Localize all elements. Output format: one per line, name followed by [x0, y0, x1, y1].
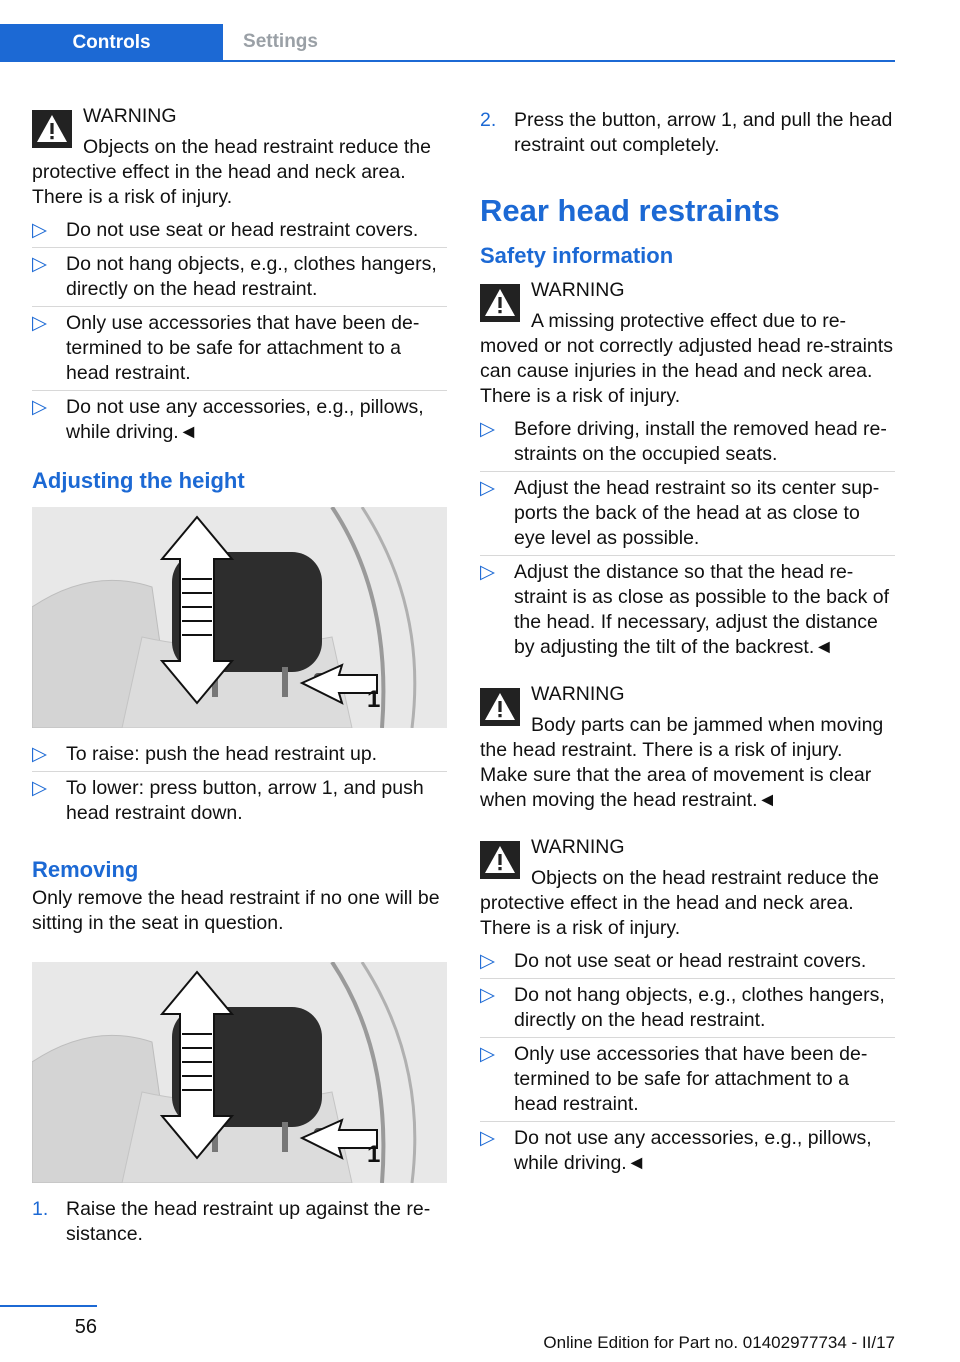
- page-number: 56: [74, 1316, 97, 1338]
- list-item-text: Before driving, install the removed head re-straints on the occupied seats.: [514, 418, 887, 465]
- heading-removing: Removing: [32, 857, 139, 882]
- remove-steps-left: [32, 1193, 447, 1251]
- triangle-bullet-icon: ▷: [32, 396, 47, 418]
- list-item-text: To raise: push the head restraint up.: [66, 743, 378, 765]
- list-item: [32, 214, 447, 248]
- warning-title: WARNING: [531, 836, 625, 858]
- list-item: [32, 391, 447, 449]
- tab-controls[interactable]: Controls: [0, 24, 223, 62]
- warning-list: [32, 214, 447, 449]
- triangle-bullet-icon: ▷: [32, 253, 47, 275]
- list-item-text: Raise the head restraint up against the re-sistance.: [66, 1198, 431, 1245]
- triangle-bullet-icon: ▷: [32, 777, 47, 799]
- list-item: [480, 472, 895, 556]
- list-item: [480, 945, 895, 979]
- triangle-bullet-icon: ▷: [480, 418, 495, 440]
- warning-title: WARNING: [531, 279, 625, 301]
- section-tabs: [0, 24, 895, 62]
- triangle-bullet-icon: ▷: [480, 1127, 495, 1149]
- heading-safety-information: Safety information: [480, 243, 674, 268]
- list-item: [480, 1038, 895, 1122]
- list-item: [32, 738, 447, 772]
- tab-settings[interactable]: Settings: [243, 31, 318, 52]
- removing-text: Only remove the head restraint if no one will be sitting in the seat in question.: [32, 887, 440, 934]
- remove-steps-right: [480, 104, 895, 162]
- list-item-text: Only use accessories that have been de-termined to be safe for attachment to a head restraint.: [514, 1043, 868, 1115]
- list-item: [480, 556, 895, 664]
- list-item-text: Adjust the head restraint so its center sup-ports the back of the head at as close to eye level as possible.: [514, 477, 880, 549]
- step-number: 2.: [480, 109, 497, 131]
- list-item-text: Adjust the distance so that the head re-straint is as close as possible to the back of the head. If necessary, adjust the distance by adjusting the tilt of the backrest.◄: [514, 561, 890, 658]
- triangle-bullet-icon: ▷: [480, 477, 495, 499]
- warning3-list: [480, 945, 895, 1180]
- triangle-bullet-icon: ▷: [32, 219, 47, 241]
- figure-callout-1: 1: [367, 1141, 381, 1168]
- right-column: [480, 100, 895, 1180]
- list-item-text: Do not use seat or head restraint covers.: [514, 950, 867, 972]
- warning-title: WARNING: [531, 683, 625, 705]
- step-number: 1.: [32, 1198, 49, 1220]
- list-item-text: Do not hang objects, e.g., clothes hangers, directly on the head restraint.: [514, 984, 885, 1031]
- warning1-list: [480, 413, 895, 664]
- footer-rule: [0, 1305, 97, 1307]
- list-item: [32, 307, 447, 391]
- triangle-bullet-icon: ▷: [480, 1043, 495, 1065]
- triangle-bullet-icon: ▷: [480, 950, 495, 972]
- list-item: [32, 1193, 447, 1251]
- warning-block-objects: [480, 831, 895, 941]
- warning-body: A missing protective effect due to re-moved or not correctly adjusted head re-straints can cause injuries in the head and neck area. There is a risk of injury.: [480, 310, 893, 407]
- list-item-text: Do not hang objects, e.g., clothes hangers, directly on the head restraint.: [66, 253, 437, 300]
- warning-triangle-icon: [480, 841, 520, 879]
- warning-block-missing-protection: [480, 274, 895, 409]
- warning-triangle-icon: [32, 110, 72, 148]
- warning-triangle-icon: [480, 688, 520, 726]
- list-item-text: Do not use any accessories, e.g., pillows, while driving.◄: [514, 1127, 872, 1174]
- left-column: [32, 100, 447, 1251]
- list-item-text: Only use accessories that have been de-termined to be safe for attachment to a head restraint.: [66, 312, 420, 384]
- head-restraint-illustration: [32, 507, 447, 728]
- figure-removing: [32, 962, 447, 1183]
- figure-callout-1: 1: [367, 686, 381, 713]
- triangle-bullet-icon: ▷: [480, 984, 495, 1006]
- list-item-text: Do not use seat or head restraint covers.: [66, 219, 419, 241]
- head-restraint-removal-illustration: [32, 962, 447, 1183]
- list-item-text: To lower: press button, arrow 1, and push head restraint down.: [66, 777, 424, 824]
- list-item: [32, 772, 447, 830]
- header-rule: [0, 60, 895, 62]
- figure-adjust-height: [32, 507, 447, 728]
- warning-block-body-parts: [480, 678, 895, 813]
- adjust-list: [32, 738, 447, 830]
- list-item: [480, 104, 895, 162]
- list-item-text: Press the button, arrow 1, and pull the head restraint out completely.: [514, 109, 893, 156]
- warning-title: WARNING: [83, 105, 177, 127]
- list-item: [480, 979, 895, 1038]
- list-item-text: Do not use any accessories, e.g., pillows, while driving.◄: [66, 396, 424, 443]
- list-item: [32, 248, 447, 307]
- list-item: [480, 1122, 895, 1180]
- warning-body: Body parts can be jammed when moving the head restraint. There is a risk of injury. Make sure that the area of movement is clear when moving the head restraint.◄: [480, 714, 884, 811]
- warning-body: Objects on the head restraint reduce the protective effect in the head and neck area. There is a risk of injury.: [32, 136, 431, 208]
- triangle-bullet-icon: ▷: [32, 312, 47, 334]
- triangle-bullet-icon: ▷: [32, 743, 47, 765]
- heading-rear-head-restraints: Rear head restraints: [480, 193, 780, 228]
- warning-triangle-icon: [480, 284, 520, 322]
- warning-body: Objects on the head restraint reduce the protective effect in the head and neck area. There is a risk of injury.: [480, 867, 879, 939]
- heading-adjusting-height: Adjusting the height: [32, 468, 245, 493]
- edition-text: Online Edition for Part no. 01402977734 - II/17: [543, 1333, 895, 1352]
- warning-block-objects: [32, 100, 447, 210]
- triangle-bullet-icon: ▷: [480, 561, 495, 583]
- list-item: [480, 413, 895, 472]
